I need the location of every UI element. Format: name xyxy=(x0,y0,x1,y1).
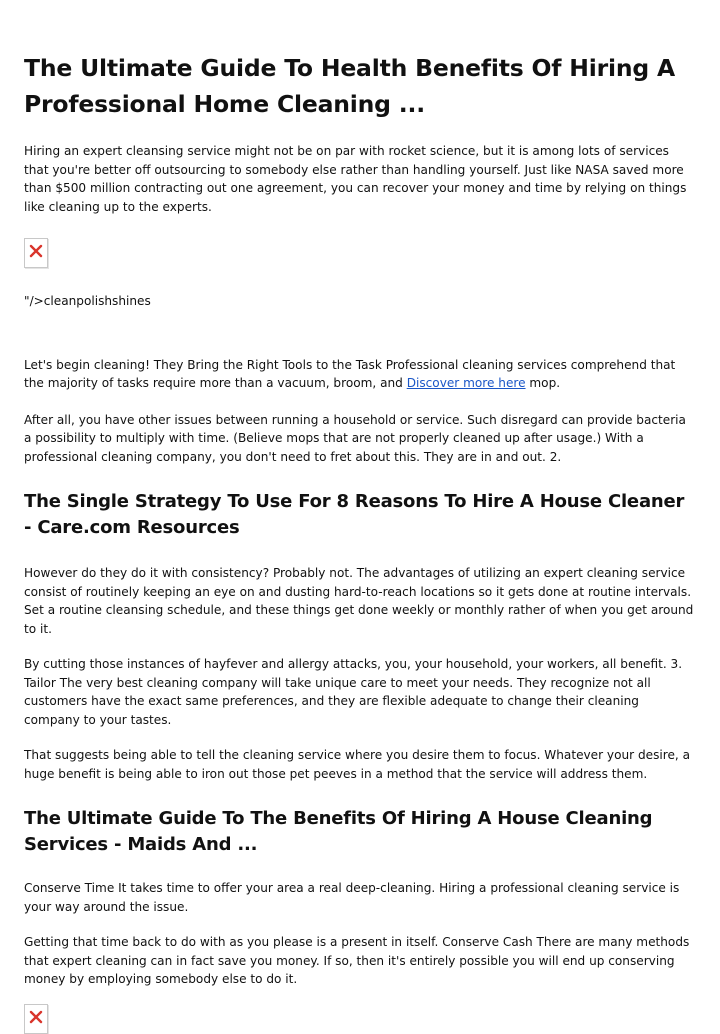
paragraph-cash: Getting that time back to do with as you please is a present in itself. Conserve Cash There are many methods that expert cleaning can in fact save you money. If so, then it's entirely possible you will end up conserving money by employing somebody else to do it. xyxy=(24,935,690,986)
paragraph-consistency: However do they do it with consistency? Probably not. The advantages of utilizing an expert cleaning service consist of routinely keeping an eye on and dusting hard-to-reach locations so it gets done at routine intervals. Set a routine cleansing schedule, and these things get done weekly or monthly rather of when you get around to it. xyxy=(24,566,694,636)
image-alt-text: "/>cleanpolishshines xyxy=(24,294,151,308)
broken-image-icon xyxy=(24,1004,48,1034)
article-title: The Ultimate Guide To Health Benefits Of Hiring A Professional Home Cleaning ... xyxy=(24,54,675,118)
paragraph-text: mop. xyxy=(525,376,561,390)
broken-image-icon xyxy=(24,238,48,268)
paragraph-allergy: By cutting those instances of hayfever and allergy attacks, you, your household, your workers, all benefit. 3. Tailor The very best cleaning company will take unique care to meet your needs. They recognize not all customers have the exact same preferences, and they are flexible adequate to change their cleaning company to your tastes. xyxy=(24,657,683,727)
paragraph-bacteria: After all, you have other issues between running a household or service. Such disregard can provide bacteria a possibility to multiply with time. (Believe mops that are not properly cleaned up after usage.) With a professional cleaning company, you don't need to fret about this. They are in and out. 2. xyxy=(24,412,686,464)
intro-paragraph: Hiring an expert cleansing service might not be on par with rocket science, but it is among lots of services that you're better off outsourcing to somebody else rather than handling yourself. Just like NASA saved more than $500 million contracting out one agreement, you can recover your money and time by relying on things like cleaning up to the experts. xyxy=(24,144,687,214)
paragraph-time: Conserve Time It takes time to offer your area a real deep-cleaning. Hiring a professional cleaning service is your way around the issue. xyxy=(24,881,680,914)
paragraph-text: Let's begin cleaning! They Bring the Right Tools to the Task Professional cleaning services comprehend that the majority of tasks require more than a vacuum, broom, and xyxy=(24,357,676,390)
paragraph-tools xyxy=(24,356,696,393)
paragraph-focus: That suggests being able to tell the cleaning service where you desire them to focus. Whatever your desire, a huge benefit is being able to iron out those pet peeves in a method that the service will address them. xyxy=(24,748,690,781)
section-heading: The Ultimate Guide To The Benefits Of Hiring A House Cleaning Services - Maids And ... xyxy=(24,808,653,855)
discover-more-link[interactable]: Discover more here xyxy=(406,376,526,390)
section-heading: The Single Strategy To Use For 8 Reasons To Hire A House Cleaner - Care.com Resources xyxy=(24,491,685,538)
